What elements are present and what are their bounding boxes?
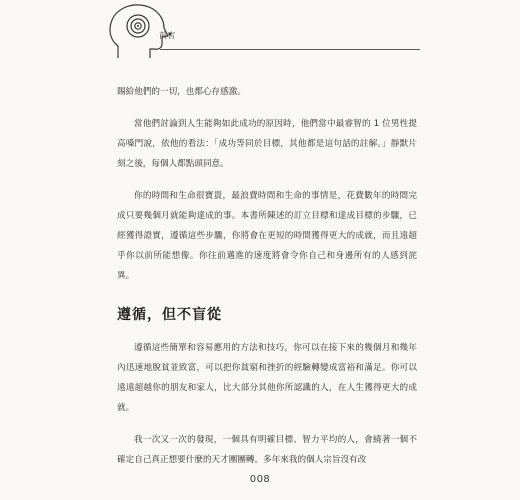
page-content (117, 82, 417, 482)
paragraph: 你的時間和生命很寶貴，最浪費時間和生命的事情是，花費數年的時間完成只要幾個月就能夠達成的事。本書所陳述的訂立目標和達成目標的步驟，已經獲得證實，遵循這些步驟，你將會在更短的時間獲得更大的成就，而且遠超乎你以前所能想像。你往前邁進的速度將會令你自己和身邊所有的人感到詫異。 (117, 191, 417, 281)
chapter-label: 前言 (159, 31, 176, 40)
paragraph: 遵循這些簡單和容易應用的方法和技巧，你可以在接下來的幾個月和幾年內迅速地脫貧並致富，可以把你貧窮和挫折的經驗轉變成富裕和滿足。你可以遠遠超越你的朋友和家人，比大部分其他你所認識的人，在人生獲得更大的成就。 (117, 343, 417, 413)
paragraph: 當他們討論到人生能夠如此成功的原因時，他們當中最睿智的 1 位男性提高嗓門說，依他的看法：「成功等同於目標，其他都是這句話的註解。」靜默片刻之後，每個人都點頭同意。 (117, 119, 417, 169)
page-header (0, 0, 520, 60)
section-heading: 遵循，但不盲從 (117, 307, 222, 323)
paragraph: 我一次又一次的發現，一個具有明確目標、智力平均的人，會繞著一個不確定自己真正想要什麼的天才團團轉。多年來我的個人宗旨沒有改 (117, 435, 417, 465)
page-number: 008 (249, 474, 271, 485)
header-rule (160, 49, 420, 50)
paragraph-continuation: 賜給他們的一切，也都心存感激。 (117, 87, 246, 97)
